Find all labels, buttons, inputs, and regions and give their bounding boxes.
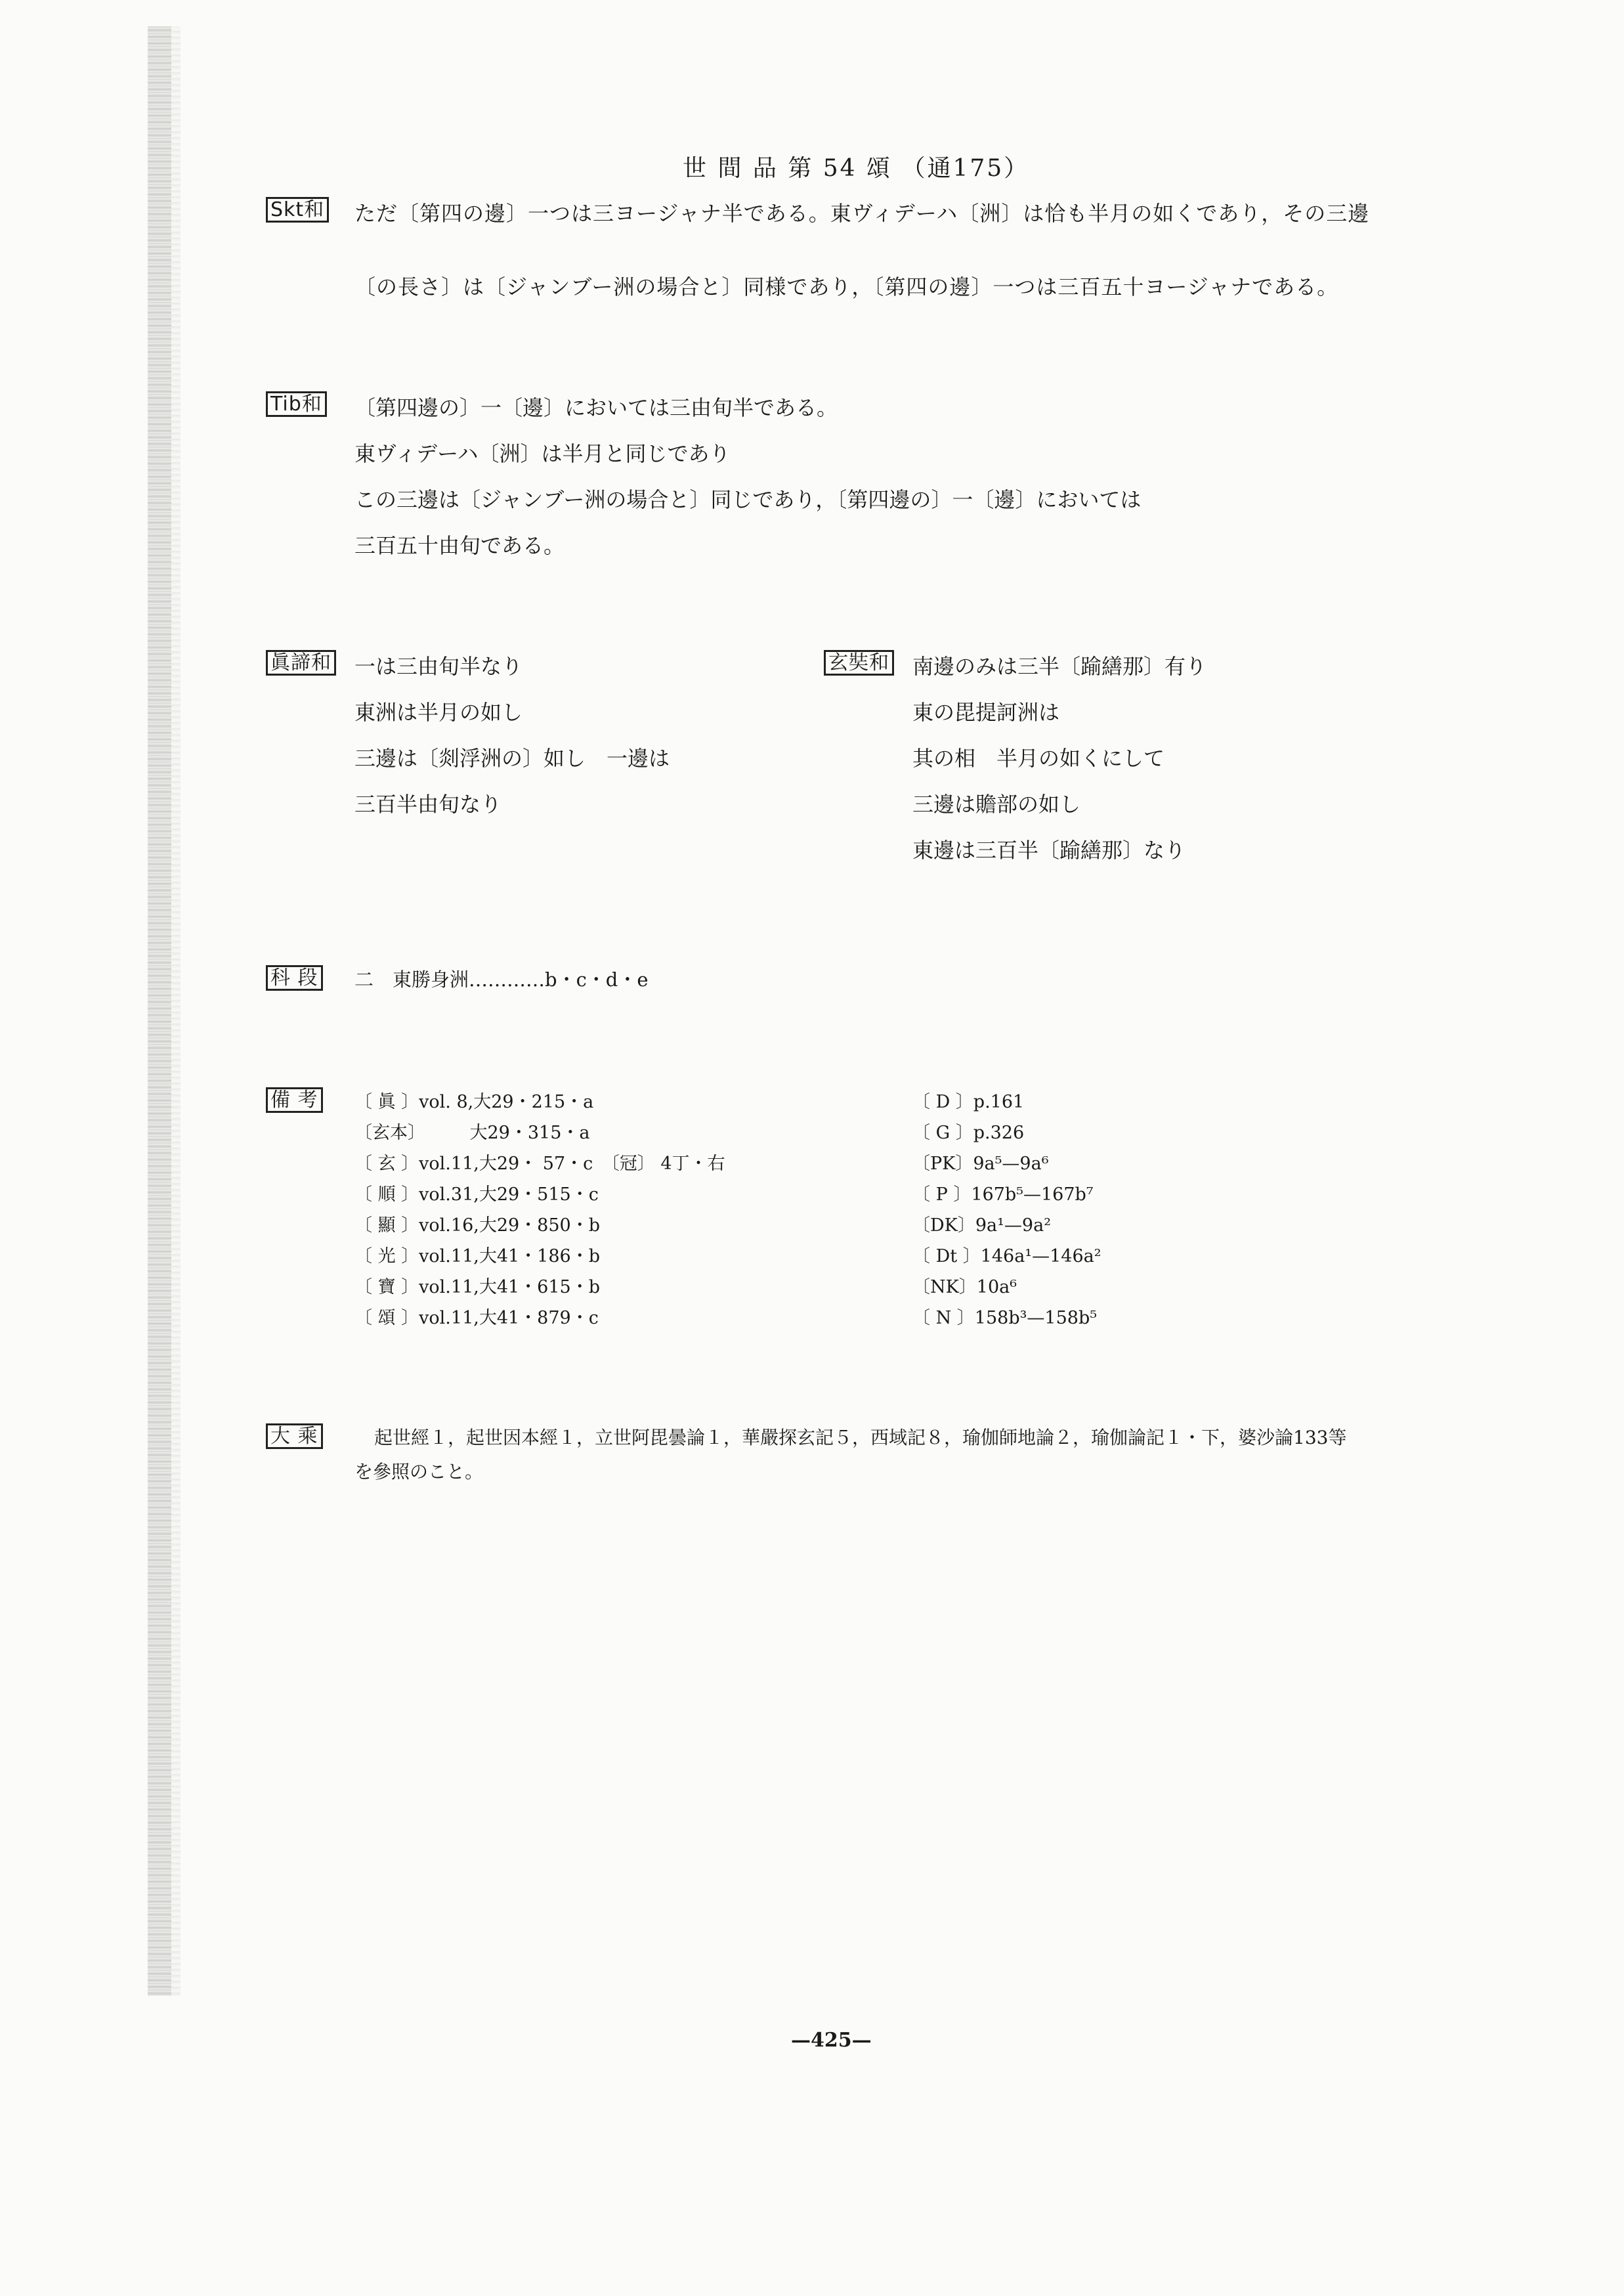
- ref-left: 〔 眞 〕vol. 8,大29・215・a: [354, 1092, 594, 1112]
- label-skt: Skt和: [266, 197, 329, 223]
- zhendi-line: 東洲は半月の如し: [354, 700, 523, 725]
- label-dasheng: 大 乘: [266, 1423, 323, 1449]
- ref-right: 〔 D 〕p.161: [912, 1092, 1025, 1112]
- tib-line: 三百五十由旬である。: [354, 533, 565, 558]
- label-zhendi: 眞諦和: [266, 650, 336, 676]
- zhendi-line: 一は三由旬半なり: [354, 654, 523, 679]
- ref-left: 〔 顯 〕vol.16,大29・850・b: [354, 1215, 601, 1236]
- ref-left: 〔 光 〕vol.11,大41・186・b: [354, 1246, 601, 1267]
- label-bikou: 備 考: [266, 1087, 323, 1113]
- xuanzang-line: 其の相 半月の如くにして: [912, 746, 1165, 771]
- ref-left: 〔 玄 〕vol.11,大29・ 57・c 〔冠〕 4丁・右: [354, 1154, 725, 1174]
- skt-line: ただ〔第四の邊〕一つは三ヨージャナ半である。東ヴィデーハ〔洲〕は恰も半月の如くであり，その三邊: [354, 201, 1370, 226]
- label-keduan: 科 段: [266, 965, 323, 991]
- xuanzang-line: 東邊は三百半〔踰繕那〕なり: [912, 838, 1186, 863]
- ref-right: 〔 G 〕p.326: [912, 1123, 1025, 1143]
- ref-left: 〔 頌 〕vol.11,大41・879・c: [354, 1308, 599, 1328]
- page-number: —425—: [791, 2029, 872, 2052]
- label-xuanzang: 玄奘和: [824, 650, 894, 676]
- ref-left: 〔玄本〕 大29・315・a: [354, 1123, 590, 1143]
- tib-line: 東ヴィデーハ〔洲〕は半月と同じであり: [354, 441, 731, 466]
- tib-line: 〔第四邊の〕一〔邊〕においては三由旬半である。: [354, 395, 838, 420]
- scan-edge-shadow-light: [171, 26, 181, 1996]
- ref-right: 〔PK〕9a⁵—9a⁶: [912, 1154, 1049, 1174]
- zhendi-line: 三百半由旬なり: [354, 792, 502, 817]
- zhendi-line: 三邊は〔剡浮洲の〕如し 一邊は: [354, 746, 670, 771]
- tib-line: この三邊は〔ジャンブー洲の場合と〕同じであり，〔第四邊の〕一〔邊〕においては: [354, 487, 1142, 512]
- xuanzang-line: 南邊のみは三半〔踰繕那〕有り: [912, 654, 1207, 679]
- xuanzang-line: 三邊は贍部の如し: [912, 792, 1081, 817]
- ref-right: 〔 N 〕158b³—158b⁵: [912, 1308, 1098, 1328]
- ref-right: 〔NK〕10a⁶: [912, 1277, 1017, 1297]
- ref-right: 〔 P 〕167b⁵—167b⁷: [912, 1184, 1094, 1205]
- label-tib: Tib和: [266, 391, 327, 417]
- ref-right: 〔DK〕9a¹—9a²: [912, 1215, 1052, 1236]
- xuanzang-line: 東の毘提訶洲は: [912, 700, 1060, 725]
- ref-left: 〔 順 〕vol.31,大29・515・c: [354, 1184, 599, 1205]
- scan-edge-shadow: [148, 26, 171, 1996]
- dasheng-line: 起世經１，起世因本經１，立世阿毘曇論１，華嚴探玄記５，西域記８，瑜伽師地論２，瑜伽論記１・下，婆沙論133等: [374, 1427, 1347, 1448]
- ref-left: 〔 寶 〕vol.11,大41・615・b: [354, 1277, 601, 1297]
- page-title: 世 間 品 第 54 頌 （通175）: [683, 155, 1030, 182]
- keduan-text: 二 東勝身洲…………b・c・d・e: [354, 968, 649, 991]
- ref-right: 〔 Dt 〕146a¹—146a²: [912, 1246, 1101, 1267]
- skt-line: 〔の長さ〕は〔ジャンブー洲の場合と〕同様であり，〔第四の邊〕一つは三百五十ヨージャナである。: [354, 274, 1339, 299]
- dasheng-line: を參照のこと。: [354, 1461, 484, 1483]
